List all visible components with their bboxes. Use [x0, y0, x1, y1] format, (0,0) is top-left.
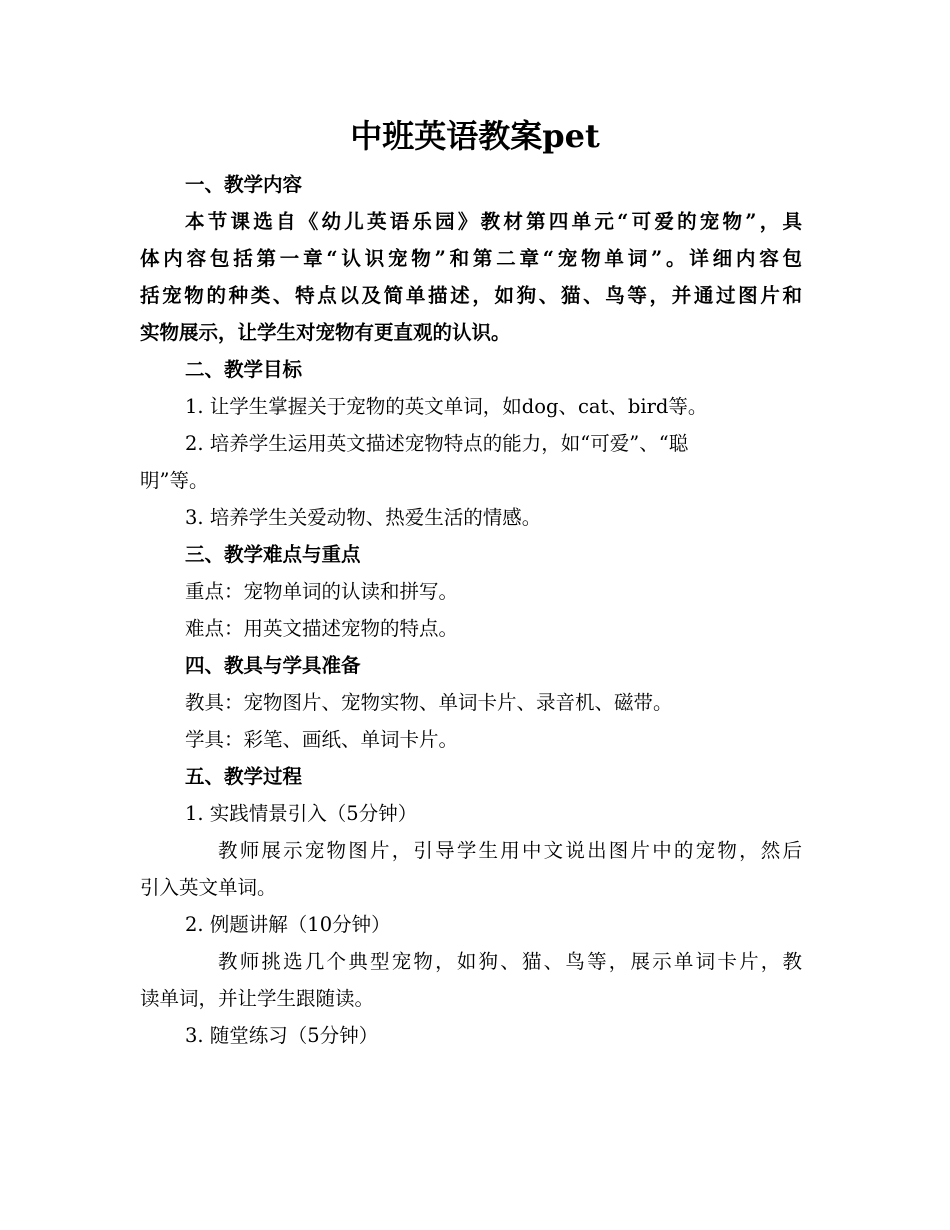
list-item-continuation: 明”等。 — [140, 469, 209, 492]
paragraph-line: 教具：宠物图片、宠物实物、单词卡片、录音机、磁带。 — [185, 691, 673, 714]
section-heading-materials: 四、教具与学具准备 — [185, 654, 361, 677]
section-heading-key-points: 三、教学难点与重点 — [185, 543, 361, 566]
paragraph-line: 教师挑选几个典型宠物，如狗、猫、鸟等，展示单词卡片，教 — [218, 950, 802, 973]
list-item: 3. 随堂练习（5分钟） — [185, 1024, 379, 1047]
section-heading-goals: 二、教学目标 — [185, 358, 303, 381]
list-item: 2. 例题讲解（10分钟） — [185, 913, 391, 936]
paragraph-line: 读单词，并让学生跟随读。 — [140, 987, 375, 1010]
paragraph-line: 体内容包括第一章“认识宠物”和第二章“宠物单词”。详细内容包 — [140, 247, 802, 270]
list-item: 1. 让学生掌握关于宠物的英文单词，如dog、cat、bird等。 — [185, 395, 708, 418]
paragraph-line: 教师展示宠物图片，引导学生用中文说出图片中的宠物，然后 — [218, 839, 802, 862]
paragraph-line: 引入英文单词。 — [140, 876, 277, 899]
paragraph-line: 本节课选自《幼儿英语乐园》教材第四单元“可爱的宠物”，具 — [185, 210, 802, 233]
list-item: 1. 实践情景引入（5分钟） — [185, 802, 418, 825]
list-item: 3. 培养学生关爱动物、热爱生活的情感。 — [185, 506, 542, 529]
paragraph-line: 学具：彩笔、画纸、单词卡片。 — [185, 728, 459, 751]
paragraph-line: 难点：用英文描述宠物的特点。 — [185, 617, 459, 640]
section-heading-process: 五、教学过程 — [185, 765, 303, 788]
list-item: 2. 培养学生运用英文描述宠物特点的能力，如“可爱”、“聪 — [185, 432, 689, 455]
paragraph-line: 重点：宠物单词的认读和拼写。 — [185, 580, 459, 603]
section-heading-content: 一、教学内容 — [185, 173, 303, 196]
document-title: 中班英语教案pet — [350, 117, 600, 155]
paragraph-line: 括宠物的种类、特点以及简单描述，如狗、猫、鸟等，并通过图片和 — [140, 284, 802, 307]
paragraph-line: 实物展示，让学生对宠物有更直观的认识。 — [140, 321, 511, 344]
